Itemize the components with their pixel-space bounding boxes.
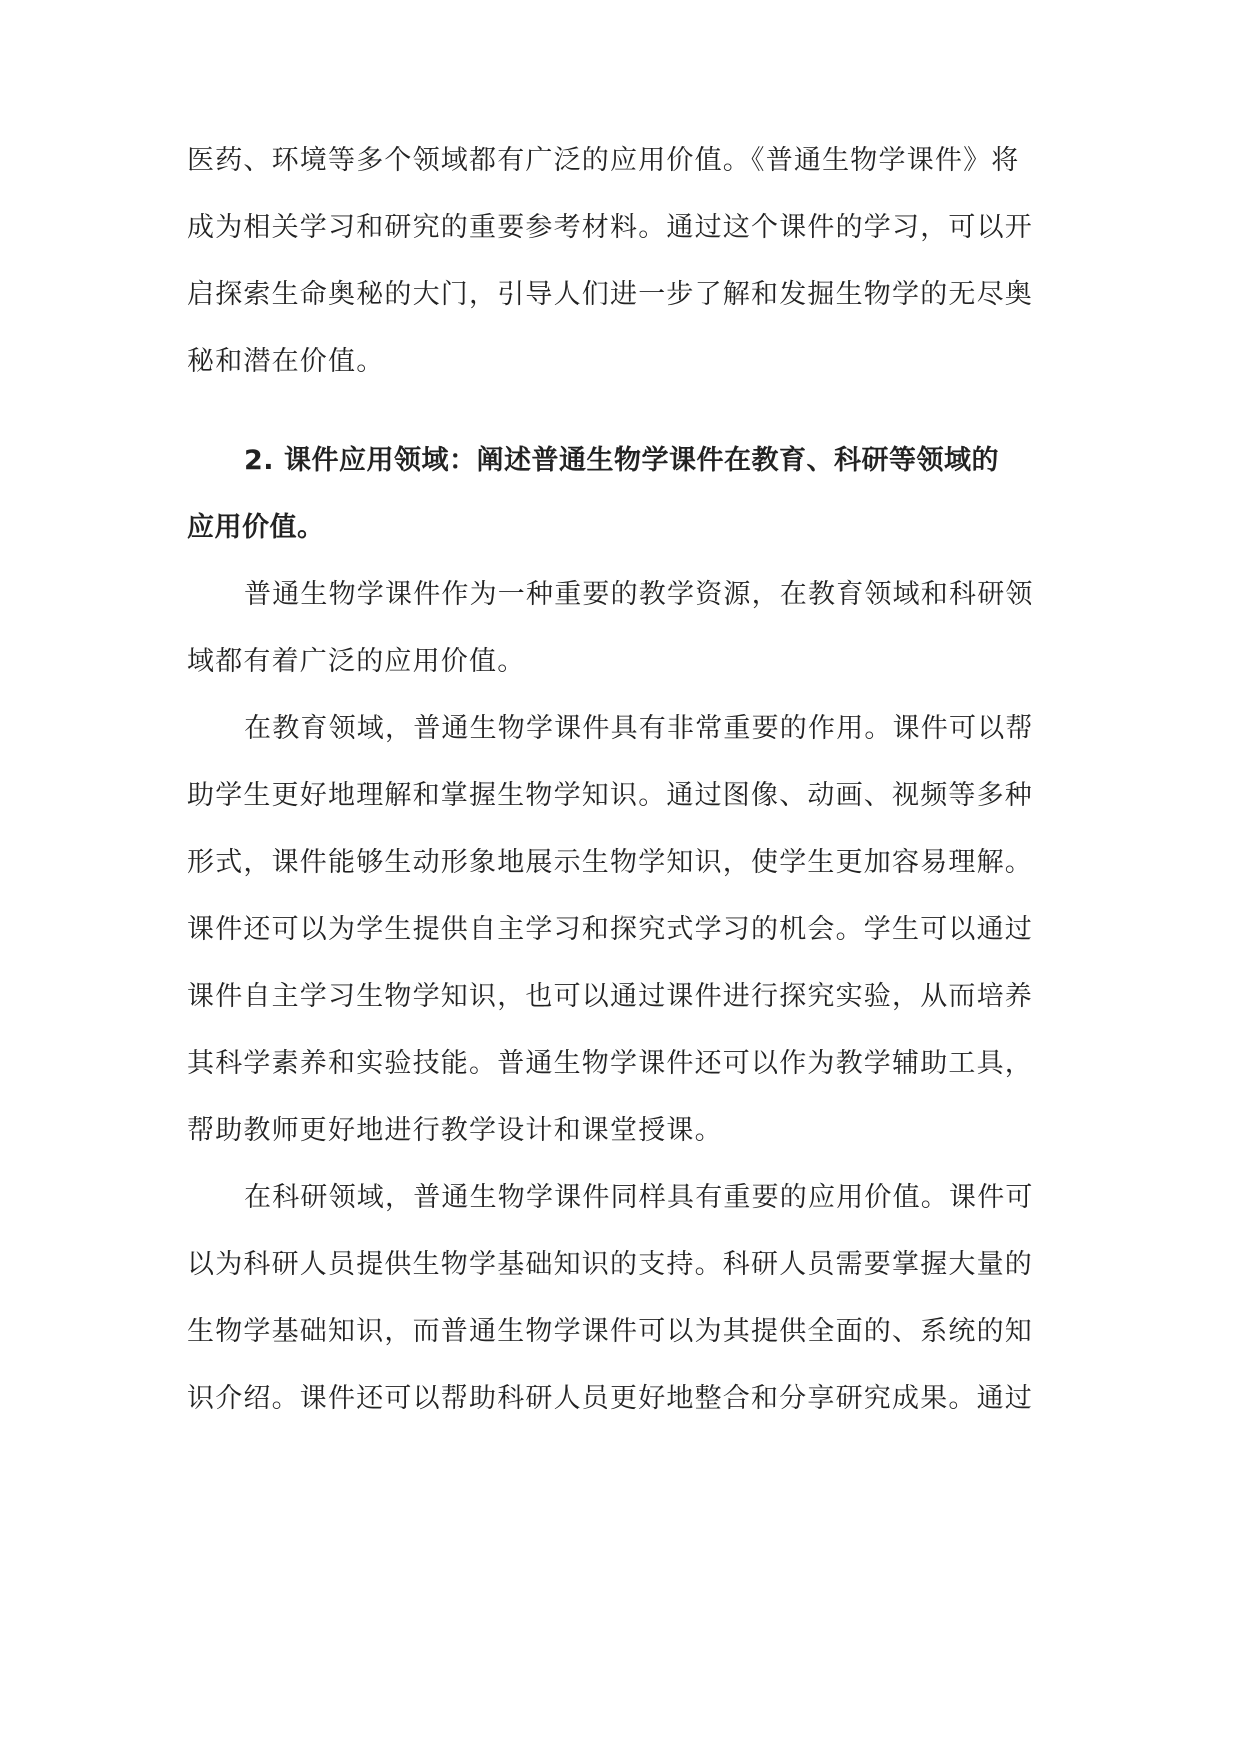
paragraph-line: 形式，课件能够生动形象地展示生物学知识，使学生更加容易理解。 (187, 847, 1033, 878)
paragraph-line: 识介绍。课件还可以帮助科研人员更好地整合和分享研究成果。通过 (187, 1383, 1033, 1414)
paragraph-line: 启探索生命奥秘的大门，引导人们进一步了解和发掘生物学的无尽奥 (187, 279, 1033, 310)
paragraph-line: 域都有着广泛的应用价值。 (187, 646, 526, 677)
paragraph-line: 成为相关学习和研究的重要参考材料。通过这个课件的学习，可以开 (187, 212, 1033, 243)
paragraph-line: 其科学素养和实验技能。普通生物学课件还可以作为教学辅助工具， (187, 1048, 1033, 1079)
paragraph-line: 以为科研人员提供生物学基础知识的支持。科研人员需要掌握大量的 (187, 1249, 1033, 1280)
paragraph-line: 生物学基础知识，而普通生物学课件可以为其提供全面的、系统的知 (187, 1316, 1033, 1347)
paragraph-line: 课件自主学习生物学知识，也可以通过课件进行探究实验，从而培养 (187, 981, 1033, 1012)
paragraph-line: 帮助教师更好地进行教学设计和课堂授课。 (187, 1115, 723, 1146)
paragraph-line: 医药、环境等多个领域都有广泛的应用价值。《普通生物学课件》将 (187, 145, 1020, 176)
paragraph-line: 普通生物学课件作为一种重要的教学资源，在教育领域和科研领 (244, 579, 1034, 610)
section-heading: 2. 课件应用领域：阐述普通生物学课件在教育、科研等领域的 (244, 445, 999, 476)
paragraph-line: 在教育领域，普通生物学课件具有非常重要的作用。课件可以帮 (244, 713, 1034, 744)
paragraph-line: 助学生更好地理解和掌握生物学知识。通过图像、动画、视频等多种 (187, 780, 1033, 811)
paragraph-line: 在科研领域，普通生物学课件同样具有重要的应用价值。课件可 (244, 1182, 1034, 1213)
paragraph-line: 秘和潜在价值。 (187, 346, 385, 377)
section-heading-continuation: 应用价值。 (187, 512, 325, 543)
paragraph-line: 课件还可以为学生提供自主学习和探究式学习的机会。学生可以通过 (187, 914, 1033, 945)
